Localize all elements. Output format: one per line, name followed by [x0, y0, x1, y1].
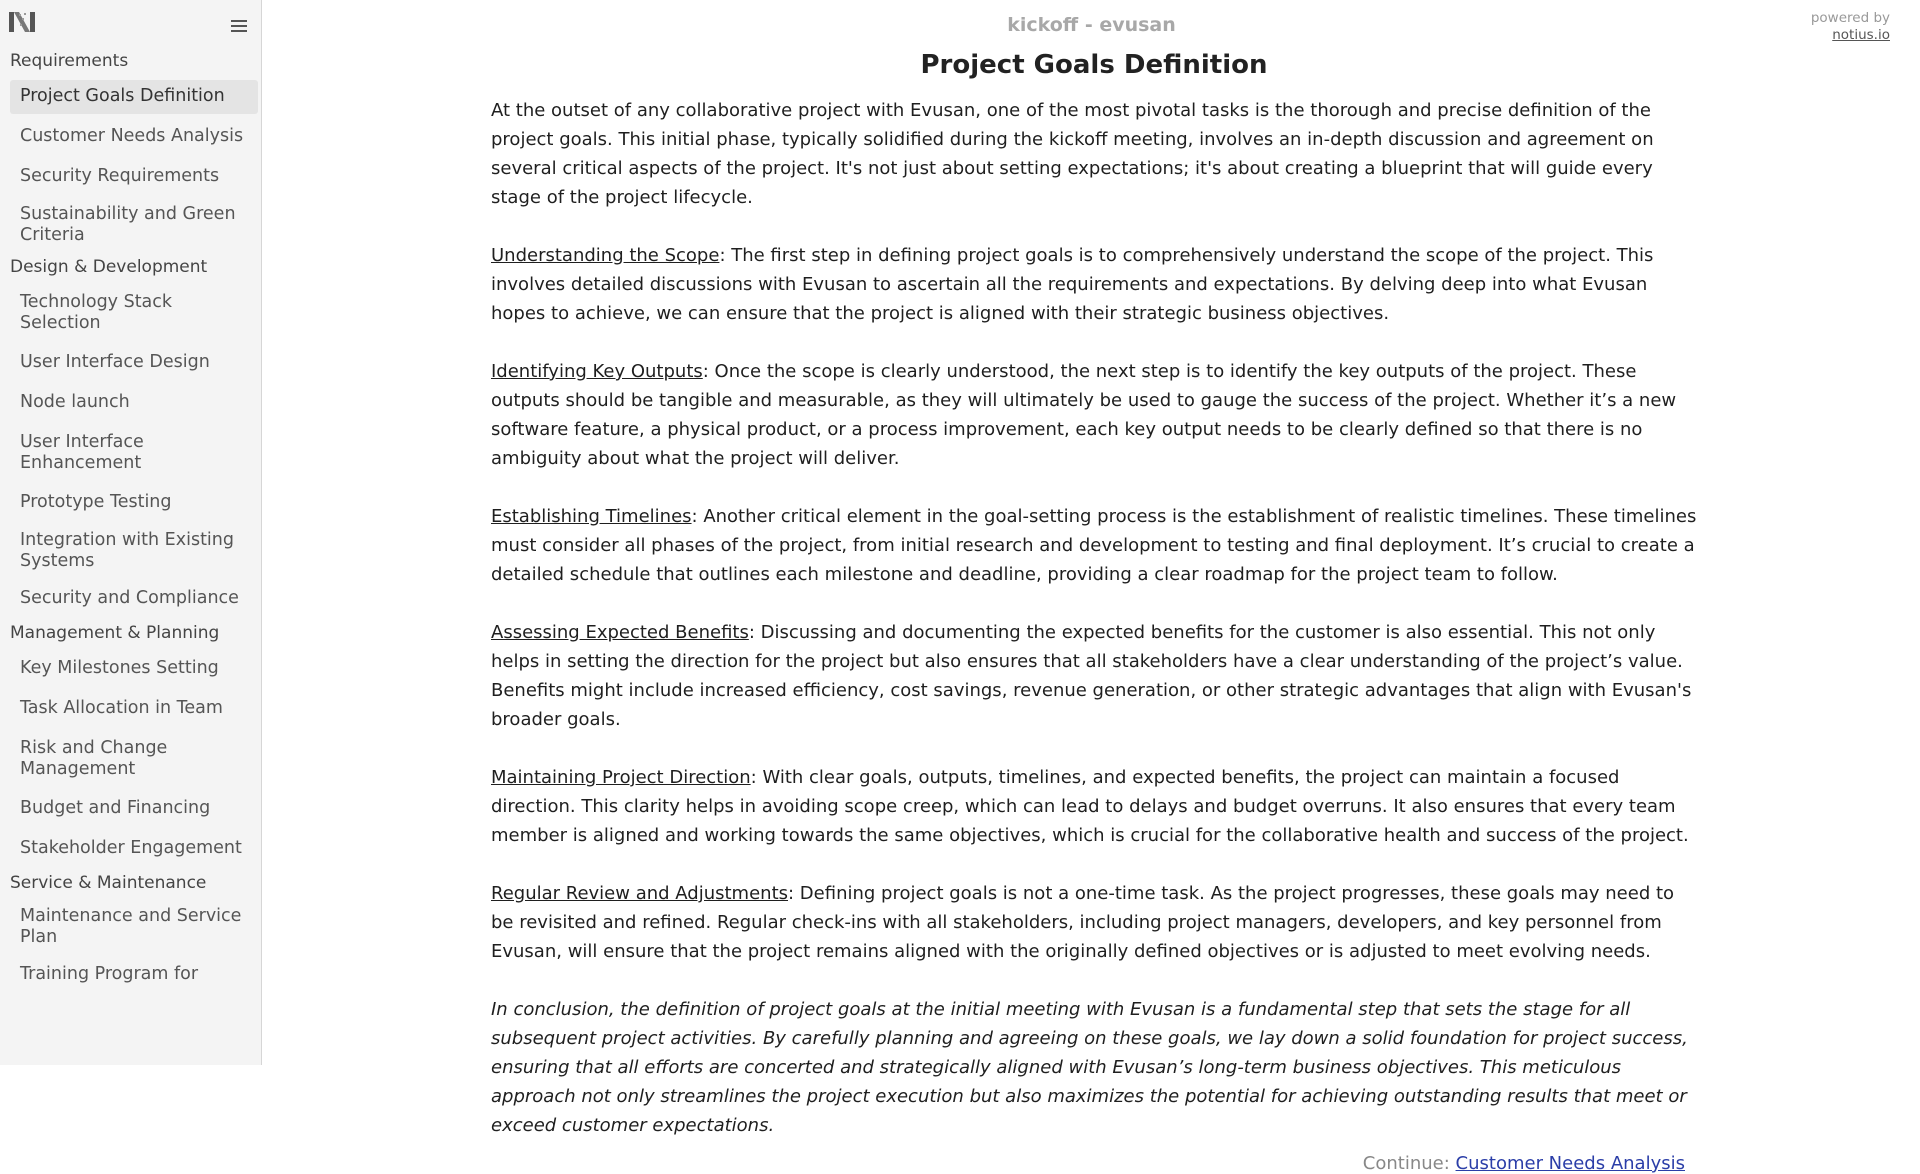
- sidebar-item-customer-needs-analysis[interactable]: Customer Needs Analysis: [20, 126, 244, 146]
- article-section: [491, 502, 1697, 589]
- section-text: : Discussing and documenting the expected benefits for the customer is also essential. This not only helps in setting the direction for the project but also ensures that all stakeholders have a clear understanding of the project’s value. Benefits might include increased efficiency, cost savings, revenue generation, or other strategic advantages that align with Evusan's broader goals.: [491, 622, 1692, 730]
- continue-label: Continue:: [1362, 1153, 1456, 1174]
- hamburger-menu-icon[interactable]: [228, 16, 250, 36]
- intro-paragraph: At the outset of any collaborative project with Evusan, one of the most pivotal tasks is the thorough and precise definition of the project goals. This initial phase, typically solidified during the kickoff meeting, involves an in-depth discussion and agreement on several critical aspects of the project. It's not just about setting expectations; it's about creating a blueprint that will guide every stage of the project lifecycle.: [491, 100, 1654, 208]
- document-title: kickoff - evusan: [1007, 14, 1176, 36]
- section-text: : Defining project goals is not a one-time task. As the project progresses, these goals may need to be revisited and refined. Regular check-ins with all stakeholders, including project managers, developers, and key personnel from Evusan, will ensure that the project remains aligned with the originally defined objectives or is adjusted to meet evolving needs.: [491, 883, 1675, 962]
- sidebar-item-prototype-testing[interactable]: Prototype Testing: [20, 492, 172, 512]
- powered-by: [1811, 10, 1890, 44]
- section-term: Establishing Timelines: [491, 506, 692, 527]
- section-text: : The first step in defining project goals is to comprehensively understand the scope of the project. This involves detailed discussions with Evusan to ascertain all the requirements and expectations. By delving deep into what Evusan hopes to achieve, we can ensure that the project is aligned with their strategic business objectives.: [491, 245, 1654, 324]
- sidebar-item-maintenance-and-service-plan[interactable]: Maintenance and Service Plan: [20, 906, 242, 947]
- powered-by-label: powered by: [1810, 10, 1890, 26]
- sidebar-item-budget-and-financing[interactable]: Budget and Financing: [20, 798, 211, 818]
- sidebar-item-node-launch[interactable]: Node launch: [20, 392, 130, 412]
- section-term: Regular Review and Adjustments: [491, 883, 789, 904]
- powered-by-link[interactable]: notius.io: [1832, 27, 1890, 43]
- article-sections: [491, 241, 1697, 966]
- continue-nav: [491, 1153, 1697, 1174]
- article-section: [491, 357, 1697, 473]
- section-text: : With clear goals, outputs, timelines, and expected benefits, the project can maintain a focused direction. This clarity helps in avoiding scope creep, which can lead to delays and budget overruns. It also ensures that every team member is aligned and working towards the same objectives, which is crucial for the collaborative health and success of the project.: [491, 767, 1689, 846]
- sidebar-item-stakeholder-engagement[interactable]: Stakeholder Engagement: [20, 838, 242, 858]
- sidebar-section-title: Design & Development: [10, 257, 208, 277]
- sidebar-item-project-goals-definition[interactable]: Project Goals Definition: [10, 80, 258, 114]
- sidebar-item-user-interface-design[interactable]: User Interface Design: [20, 352, 210, 372]
- section-text: : Once the scope is clearly understood, the next step is to identify the key outputs of the project. These outputs should be tangible and measurable, as they will ultimately be used to gauge the success of the project. Whether it’s a new software feature, a physical product, or a process improvement, each key output needs to be clearly defined so that there is no ambiguity about what the project will deliver.: [491, 361, 1677, 469]
- main-content: [263, 0, 1920, 1174]
- continue-link[interactable]: Customer Needs Analysis: [1455, 1153, 1685, 1174]
- page-title: Project Goals Definition: [920, 50, 1268, 80]
- sidebar-section-title: Service & Maintenance: [10, 873, 207, 893]
- notius-logo-icon[interactable]: [8, 10, 36, 34]
- sidebar-section-title: Management & Planning: [10, 623, 220, 643]
- article-section: [491, 879, 1697, 966]
- sidebar-item-sustainability-and-green-criteria[interactable]: Sustainability and Green Criteria: [20, 204, 236, 245]
- sidebar-item-task-allocation-in-team[interactable]: Task Allocation in Team: [20, 698, 223, 718]
- sidebar-item-user-interface-enhancement[interactable]: User Interface Enhancement: [20, 432, 144, 473]
- conclusion-paragraph: In conclusion, the definition of project goals at the initial meeting with Evusan is a fundamental step that sets the stage for all subsequent project activities. By carefully planning and agreeing on these goals, we lay down a solid foundation for project success, ensuring that all efforts are concerted and strategically aligned with Evusan’s long-term business objectives. This meticulous approach not only streamlines the project execution but also maximizes the potential for achieving outstanding results that meet or exceed customer expectations.: [491, 999, 1688, 1136]
- sidebar-section-title: Requirements: [10, 51, 129, 71]
- section-term: Assessing Expected Benefits: [491, 622, 749, 643]
- sidebar-item-security-requirements[interactable]: Security Requirements: [20, 166, 220, 186]
- section-text: : Another critical element in the goal-setting process is the establishment of realistic timelines. These timelines must consider all phases of the project, from initial research and development to testing and final deployment. It’s crucial to create a detailed schedule that outlines each milestone and deadline, providing a clear roadmap for the project team to follow.: [491, 506, 1697, 585]
- article-section: [491, 618, 1697, 734]
- section-term: Understanding the Scope: [491, 245, 720, 266]
- sidebar-item-key-milestones-setting[interactable]: Key Milestones Setting: [20, 658, 219, 678]
- article-section: [491, 241, 1697, 328]
- section-term: Identifying Key Outputs: [491, 361, 703, 382]
- sidebar-item-security-and-compliance[interactable]: Security and Compliance: [20, 588, 239, 608]
- section-term: Maintaining Project Direction: [491, 767, 751, 788]
- sidebar-item-risk-and-change-management[interactable]: Risk and Change Management: [20, 738, 168, 779]
- article-section: [491, 763, 1697, 850]
- sidebar-nav: [0, 50, 262, 998]
- sidebar-item-technology-stack-selection[interactable]: Technology Stack Selection: [20, 292, 173, 333]
- sidebar-item-training-program-for[interactable]: Training Program for: [20, 964, 199, 984]
- article: [491, 50, 1697, 1174]
- sidebar: [0, 0, 262, 1065]
- sidebar-item-integration-with-existing-systems[interactable]: Integration with Existing Systems: [20, 530, 234, 571]
